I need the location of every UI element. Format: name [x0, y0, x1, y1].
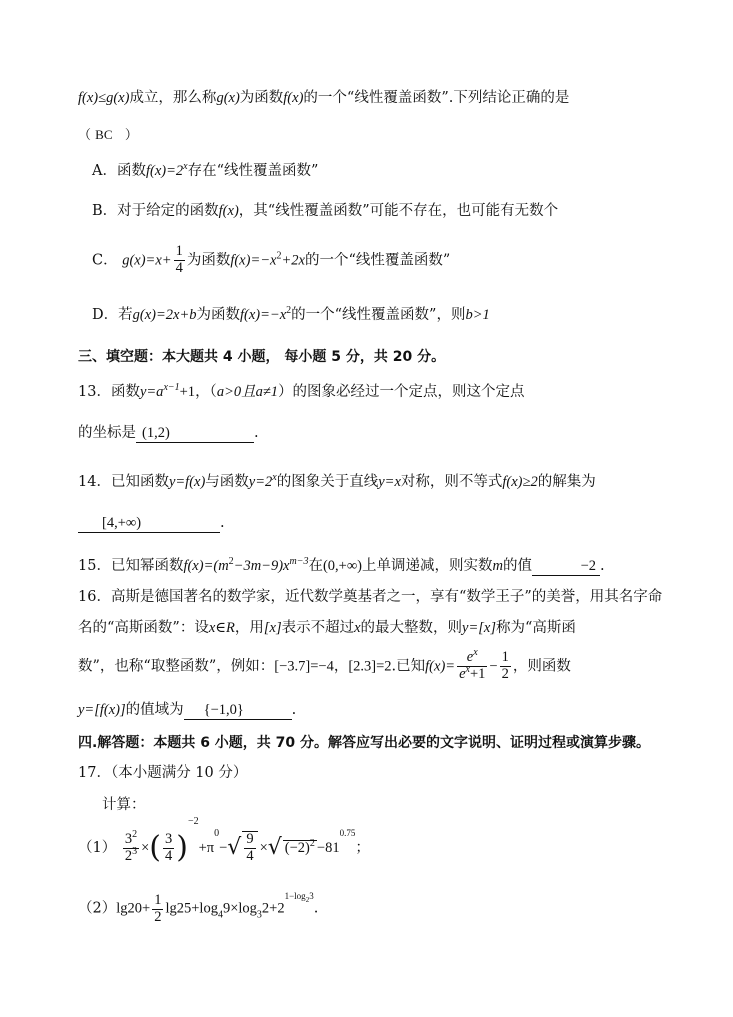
- q12-option-c: C． g(x)=x+ $\frac{1}{4}$ 为函数$f(x)=-x^2+2x$的一个“线性覆盖函数”: [92, 243, 451, 276]
- q13-line1: 13．函数$y=a^{x-1}+1$，（a>0且a≠1）的图象必经过一个定点，则这个定点: [78, 382, 525, 400]
- q14-answer-blank: [4,+∞): [78, 515, 220, 533]
- q15-answer-blank: −2: [532, 558, 600, 576]
- q17-title: 17．（本小题满分 10 分）: [78, 765, 248, 781]
- fraction: $\frac{1}{4}$: [175, 243, 183, 276]
- q12-expr-g: g(x): [216, 90, 240, 106]
- q16-line2: 名的“高斯函数”：设x∈R，用[x]表示不超过x的最大整数，则y=[x]称为“高斯函: [78, 620, 576, 636]
- fraction: $\frac{e^x}{e^x+1}$: [459, 647, 486, 682]
- q14-line1: 14．已知函数y=f(x)与函数$y=2^x$的图象关于直线y=x对称，则不等式f(x)≥2的解集为: [78, 472, 596, 490]
- q12-answer-value: BC: [95, 127, 113, 142]
- fraction: $\frac{3}{4}$: [165, 830, 173, 864]
- q13-answer-blank: (1,2): [136, 425, 254, 443]
- fraction: $\frac{1}{2}$: [154, 892, 162, 925]
- q17-part1: （1） $\frac{3^2}{2^3}$ ×( $\frac{3}{4}$ )$^{-2}+\pi^0-√$ $\frac{9}{4}$ ×√ $(-2)^2 -81^{0.75}$；: [78, 816, 370, 865]
- fraction: $\frac{3^2}{2^3}$: [124, 828, 138, 864]
- q16-line4: y=[f(x)]的值域为 {−1,0} .: [78, 702, 296, 720]
- q17-calc: 计算：: [102, 797, 146, 813]
- q12-option-a: A．函数$f(x)=2^x$存在“线性覆盖函数”: [92, 161, 319, 179]
- q16-answer-blank: {−1,0}: [184, 702, 292, 720]
- q12-text: 的一个“线性覆盖函数”.下列结论正确的是: [303, 90, 570, 106]
- q16-line3: 数”，也称“取整函数”，例如：[−3.7]=−4，[2.3]=2.已知f(x)= $\frac{e^x}{e^x+1}$ − $\frac{1}{2}$ ，则函数: [78, 647, 571, 682]
- q12-option-d: D．若g(x)=2x+b为函数$f(x)=-x^2$的一个“线性覆盖函数”，则b>1: [92, 305, 490, 323]
- q12-expr-f: f(x): [283, 90, 304, 106]
- q12-line1: [78, 90, 569, 107]
- q12-text: 为函数: [239, 90, 284, 106]
- fraction: $\frac{9}{4}$: [242, 831, 257, 865]
- q12-answer: （ BC ）: [78, 127, 138, 143]
- q14-line2: [4,+∞) .: [78, 515, 225, 533]
- q12-text: 成立，那么称: [129, 90, 217, 106]
- section-heading-solutions: 四.解答题：本题共 6 小题，共 70 分。解答应写出必要的文字说明、证明过程或演算步骤。: [78, 735, 651, 751]
- fraction: $\frac{1}{2}$: [501, 649, 509, 682]
- q16-line1: 16．高斯是德国著名的数学家，近代数学奠基者之一，享有“数学王子”的美誉，用其名字命: [78, 589, 663, 605]
- section-heading-fill-in: 三、填空题：本大题共 4 小题， 每小题 5 分，共 20 分。: [78, 349, 446, 365]
- q12-option-b: B．对于给定的函数f(x)，其“线性覆盖函数”可能不存在，也可能有无数个: [92, 203, 559, 219]
- q15-line: 15．已知幂函数$f(x)=(m^2-3m-9)x^{m-3}$在(0,+∞)上单调递减，则实数m的值 −2 .: [78, 558, 605, 576]
- q13-line2: 的坐标是 (1,2) .: [78, 425, 259, 443]
- q12-expr-f-le-g: f(x)≤g(x): [78, 90, 130, 106]
- q17-part2: （2）lg20+ $\frac{1}{2}$ $\lg 25+\log_49\times\log_32+2^{1-log_23}$.: [78, 891, 319, 925]
